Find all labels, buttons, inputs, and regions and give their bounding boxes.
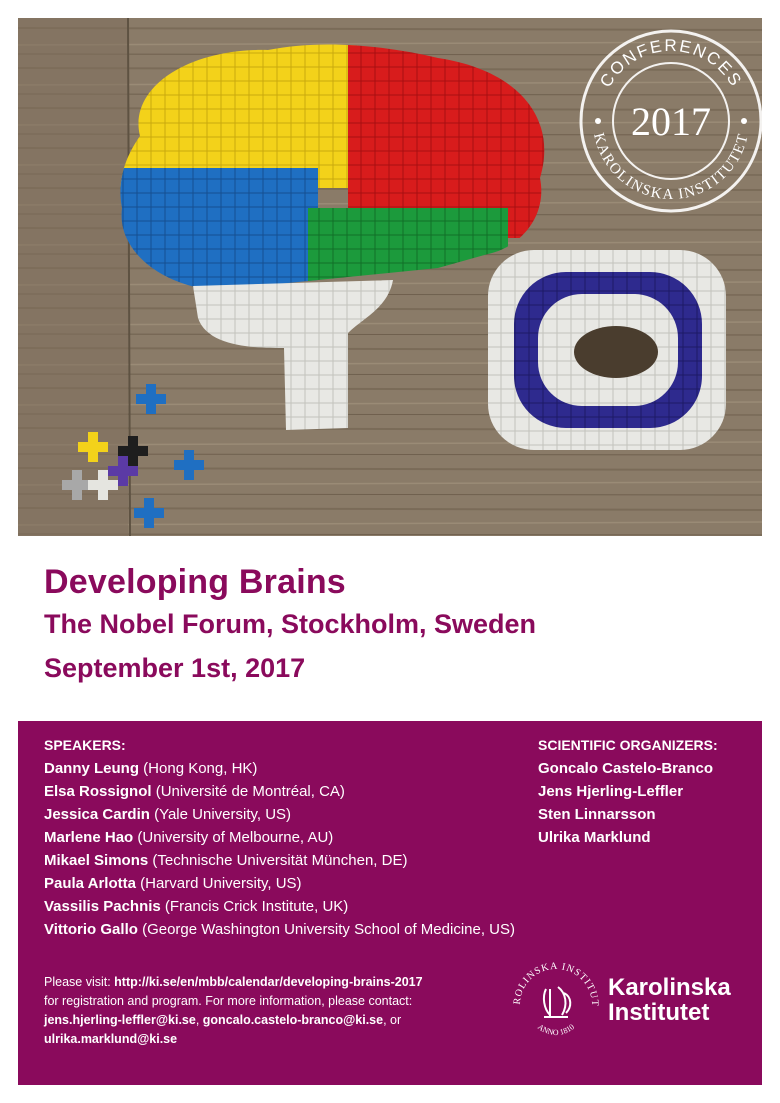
- organizers-section: [538, 737, 718, 849]
- contact-line: for registration and program. For more information, please contact:: [44, 994, 413, 1008]
- hero-photo: [18, 18, 762, 536]
- contact-info: Please visit: http://ki.se/en/mbb/calendar/developing-brains-2017 for registration and program. For more information, please contact: jens.hjerling-leffler@ki.se, goncalo.castelo-branco@ki.se, or ulrika.marklund@ki.se: [44, 975, 423, 1046]
- ki-wordmark: Karolinska Institutet: [608, 974, 731, 1026]
- lego-brain-illustration: [18, 18, 762, 536]
- organizer-item: Goncalo Castelo-Branco: [538, 760, 714, 777]
- organizer-item: Ulrika Marklund: [538, 829, 651, 846]
- speaker-item: Jessica Cardin (Yale University, US): [44, 806, 292, 823]
- speaker-item: Danny Leung (Hong Kong, HK): [44, 760, 258, 777]
- speaker-item: Paula Arlotta (Harvard University, US): [44, 875, 302, 892]
- event-venue: The Nobel Forum, Stockholm, Sweden: [44, 609, 537, 639]
- speakers-section: [44, 737, 515, 941]
- speakers-heading: SPEAKERS:: [44, 737, 126, 753]
- svg-text:ANNO 1810: [536, 1022, 576, 1037]
- registration-link[interactable]: http://ki.se/en/mbb/calendar/developing-brains-2017: [114, 975, 423, 989]
- ki-seal-logo: [506, 953, 606, 1058]
- speaker-item: Mikael Simons (Technische Universität München, DE): [44, 852, 408, 869]
- speaker-item: Vassilis Pachnis (Francis Crick Institute, UK): [44, 898, 349, 915]
- badge-bottom-text: KAROLINSKA INSTITUTET: [590, 131, 752, 204]
- email-link[interactable]: goncalo.castelo-branco@ki.se: [202, 1013, 384, 1027]
- organizer-item: Sten Linnarsson: [538, 806, 656, 823]
- seal-bottom-text: ANNO 1810: [535, 1022, 577, 1038]
- speaker-item: Marlene Hao (University of Melbourne, AU): [44, 829, 334, 846]
- svg-text:KAROLINSKA INSTITUTET: [506, 953, 600, 1007]
- event-title: Developing Brains: [44, 563, 346, 601]
- seal-top-text: ROLINSKA INSTITUT: [511, 960, 601, 1008]
- badge-year: 2017: [631, 99, 711, 144]
- speaker-item: Vittorio Gallo (George Washington University School of Medicine, US): [44, 921, 516, 938]
- organizers-heading: SCIENTIFIC ORGANIZERS:: [538, 737, 718, 753]
- organizer-item: Jens Hjerling-Leffler: [538, 783, 684, 800]
- badge-top-text: CONFERENCES: [596, 35, 746, 91]
- info-panel: [18, 721, 762, 1085]
- email-link[interactable]: jens.hjerling-leffler@ki.se: [44, 1013, 196, 1027]
- email-link[interactable]: ulrika.marklund@ki.se: [44, 1032, 178, 1046]
- speaker-item: Elsa Rossignol (Université de Montréal, CA): [44, 783, 345, 800]
- event-title-block: [44, 560, 536, 688]
- event-date: September 1st, 2017: [44, 653, 306, 683]
